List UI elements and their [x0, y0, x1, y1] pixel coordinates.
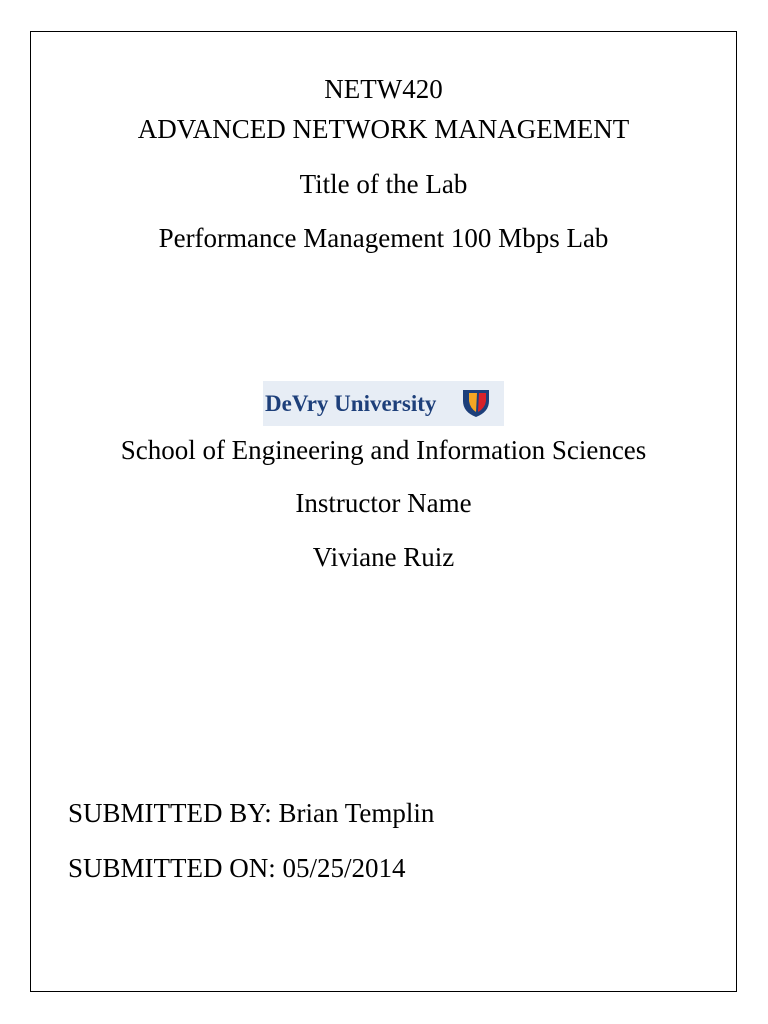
devry-logo — [263, 381, 504, 426]
lab-title: Performance Management 100 Mbps Lab — [158, 223, 609, 253]
devry-shield-icon — [460, 387, 492, 419]
submitted-on: SUBMITTED ON: 05/25/2014 — [68, 853, 406, 883]
course-code: NETW420 — [324, 74, 443, 104]
instructor-label: Instructor Name — [295, 488, 472, 518]
course-title: ADVANCED NETWORK MANAGEMENT — [137, 114, 630, 144]
submitted-by: SUBMITTED BY: Brian Templin — [68, 798, 435, 828]
logo-text: DeVry University — [265, 391, 437, 416]
school-name: School of Engineering and Information Sciences — [120, 435, 647, 465]
instructor-name: Viviane Ruiz — [312, 542, 455, 572]
lab-title-label: Title of the Lab — [299, 169, 468, 199]
